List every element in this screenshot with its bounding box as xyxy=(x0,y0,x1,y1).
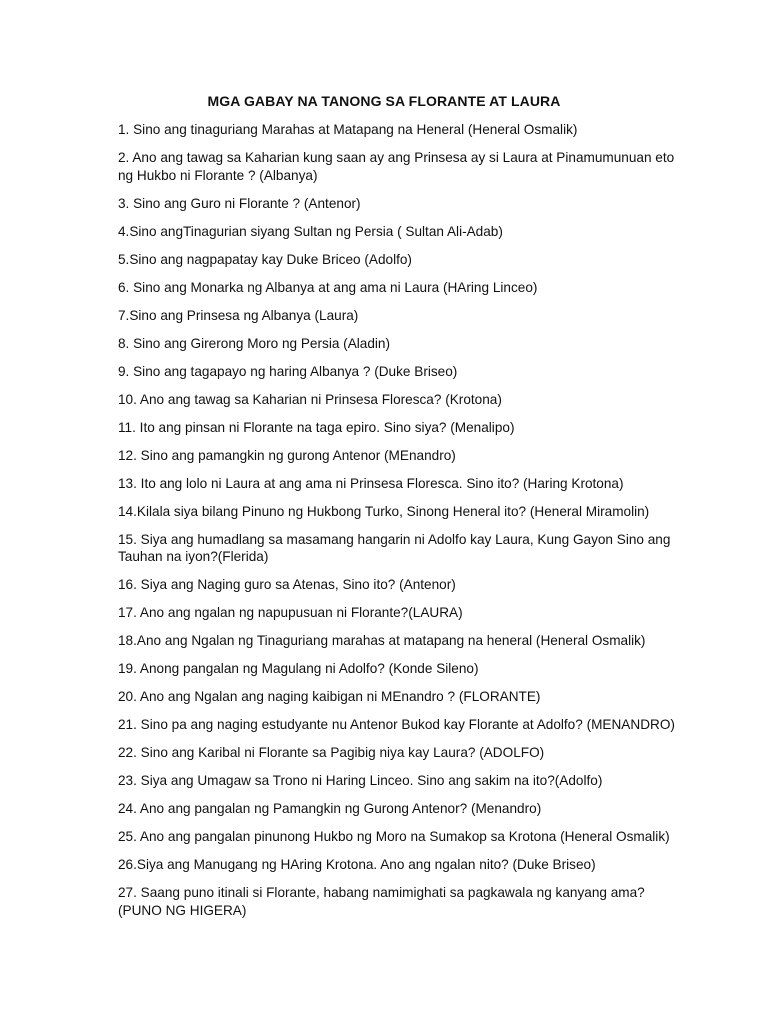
page-title: MGA GABAY NA TANONG SA FLORANTE AT LAURA xyxy=(207,93,561,109)
question-item: 18.Ano ang Ngalan ng Tinaguriang marahas at matapang na heneral (Heneral Osmalik) xyxy=(118,633,646,648)
question-item: 3. Sino ang Guro ni Florante ? (Antenor) xyxy=(118,195,361,211)
question-item: 22. Sino ang Karibal ni Florante sa Pagibig niya kay Laura? (ADOLFO) xyxy=(118,745,545,760)
question-item: 5.Sino ang nagpapatay kay Duke Briceo (Adolfo) xyxy=(118,251,412,267)
question-item: 10. Ano ang tawag sa Kaharian ni Prinsesa Floresca? (Krotona) xyxy=(118,391,502,407)
question-item: 24. Ano ang pangalan ng Pamangkin ng Gurong Antenor? (Menandro) xyxy=(118,801,542,816)
question-item: 26.Siya ang Manugang ng HAring Krotona. Ano ang ngalan nito? (Duke Briseo) xyxy=(118,857,596,872)
question-item: 1. Sino ang tinaguriang Marahas at Matapang na Heneral (Heneral Osmalik) xyxy=(118,122,578,137)
question-item: 14.Kilala siya bilang Pinuno ng Hukbong Turko, Sinong Heneral ito? (Heneral Miramolin) xyxy=(118,503,650,519)
question-item: 12. Sino ang pamangkin ng gurong Antenor (MEnandro) xyxy=(118,447,456,463)
question-item: 21. Sino pa ang naging estudyante nu Antenor Bukod kay Florante at Adolfo? (MENANDRO) xyxy=(118,717,675,732)
question-item: 27. Saang puno itinali si Florante, habang namimighati sa pagkawala ng kanyang ama? (PUNO NG HIGERA) xyxy=(118,885,649,918)
question-item: 23. Siya ang Umagaw sa Trono ni Haring Linceo. Sino ang sakim na ito?(Adolfo) xyxy=(118,773,603,788)
question-item: 4.Sino angTinagurian siyang Sultan ng Persia ( Sultan Ali-Adab) xyxy=(118,223,503,239)
question-item: 16. Siya ang Naging guro sa Atenas, Sino ito? (Antenor) xyxy=(118,577,456,592)
question-item: 15. Siya ang humadlang sa masamang hangarin ni Adolfo kay Laura, Kung Gayon Sino ang Tauhan na iyon?(Flerida) xyxy=(118,531,674,564)
question-item: 6. Sino ang Monarka ng Albanya at ang ama ni Laura (HAring Linceo) xyxy=(118,279,538,295)
question-item: 25. Ano ang pangalan pinunong Hukbo ng Moro na Sumakop sa Krotona (Heneral Osmalik) xyxy=(118,829,670,844)
question-item: 11. Ito ang pinsan ni Florante na taga epiro. Sino siya? (Menalipo) xyxy=(118,419,515,435)
question-item: 8. Sino ang Girerong Moro ng Persia (Aladin) xyxy=(118,335,391,351)
question-item: 9. Sino ang tagapayo ng haring Albanya ? (Duke Briseo) xyxy=(118,363,458,379)
question-item: 2. Ano ang tawag sa Kaharian kung saan ay ang Prinsesa ay si Laura at Pinamumunuan eto ng Hukbo ni Florante ? (Albanya) xyxy=(118,150,678,183)
question-item: 7.Sino ang Prinsesa ng Albanya (Laura) xyxy=(118,307,359,323)
question-item: 19. Anong pangalan ng Magulang ni Adolfo? (Konde Sileno) xyxy=(118,661,479,676)
question-list xyxy=(118,121,688,930)
question-item: 17. Ano ang ngalan ng napupusuan ni Florante?(LAURA) xyxy=(118,605,463,620)
question-item: 13. Ito ang lolo ni Laura at ang ama ni Prinsesa Floresca. Sino ito? (Haring Krotona) xyxy=(118,475,624,491)
question-item: 20. Ano ang Ngalan ang naging kaibigan ni MEnandro ? (FLORANTE) xyxy=(118,689,541,704)
